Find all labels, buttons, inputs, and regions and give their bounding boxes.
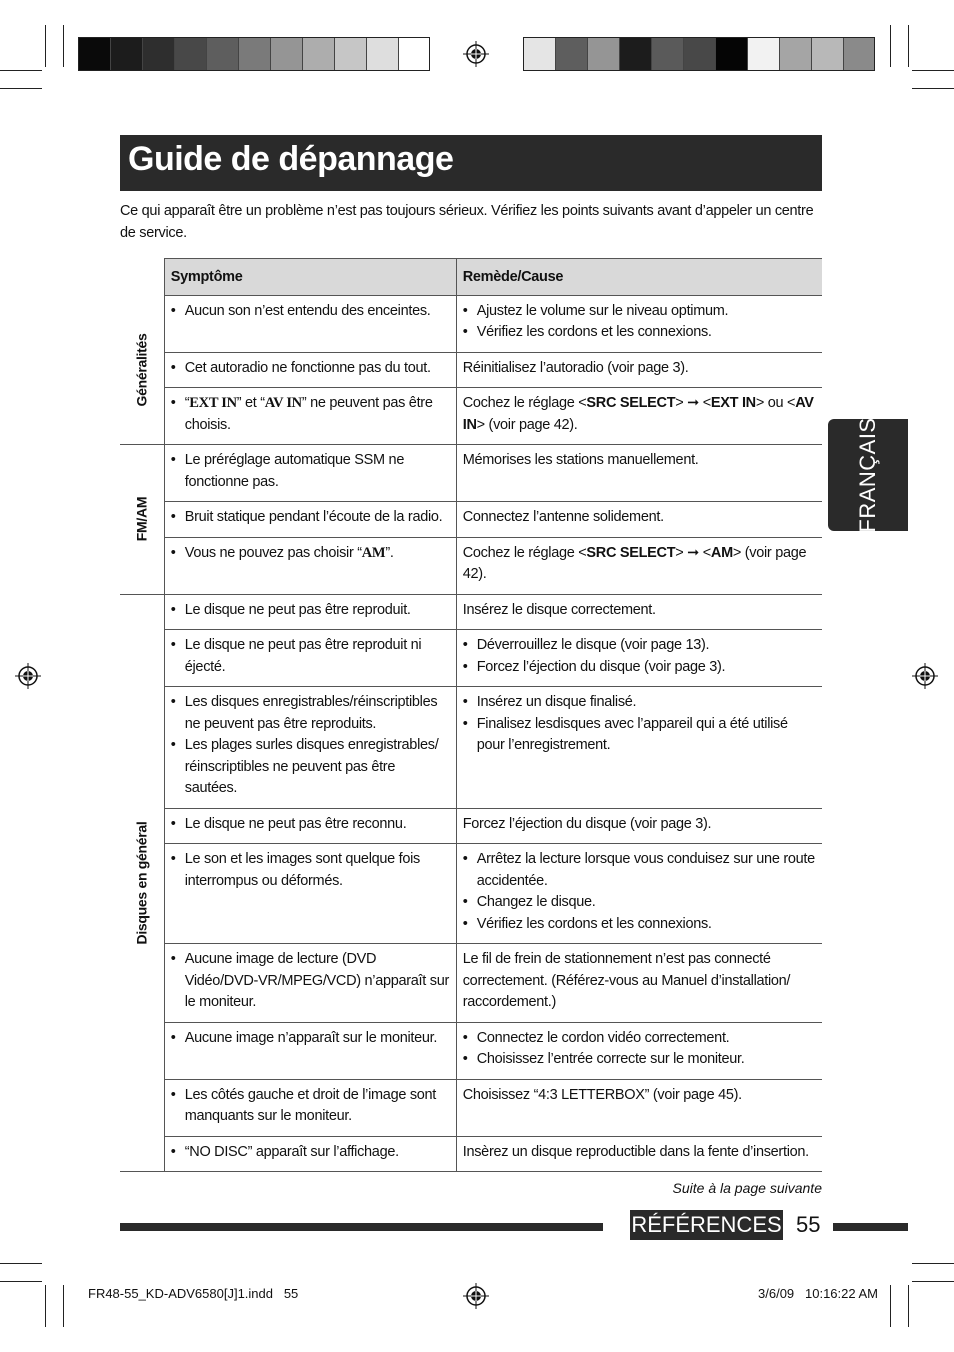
page-title: Guide de dépannage bbox=[128, 140, 454, 178]
remedy-cell bbox=[456, 1022, 822, 1079]
language-tab-label: FRANÇAIS bbox=[855, 417, 880, 533]
registration-mark-icon bbox=[15, 663, 41, 689]
remedy-text: • Forcez l’éjection du disque (voir page 3). bbox=[463, 657, 816, 679]
symptom-cell bbox=[164, 594, 456, 630]
table-row bbox=[120, 630, 822, 687]
symptom-text: • Le son et les images sont quelque fois interrompus ou déformés. bbox=[171, 849, 450, 892]
crop-mark bbox=[912, 88, 954, 89]
table-row bbox=[120, 295, 822, 352]
symptom-text: • Vous ne pouvez pas choisir “AM”. bbox=[171, 543, 450, 565]
symptom-cell bbox=[164, 1022, 456, 1079]
symptom-text: • Aucune image de lecture (DVD Vidéo/DVD-VR/MPEG/VCD) n’apparaît sur le moniteur. bbox=[171, 949, 450, 1014]
slug-file: FR48-55_KD-ADV6580[J]1.indd 55 bbox=[88, 1286, 299, 1301]
crop-mark bbox=[45, 1285, 46, 1327]
symptom-text: • Cet autoradio ne fonctionne pas du tout. bbox=[171, 358, 450, 380]
language-tab bbox=[828, 419, 908, 531]
footer-rule-left bbox=[120, 1223, 603, 1231]
remedy-text: • Finalisez lesdisques avec l’appareil qui a été utilisé pour l’enregistrement. bbox=[463, 714, 816, 757]
symptom-text: • Les côtés gauche et droit de l’image sont manquants sur le moniteur. bbox=[171, 1085, 450, 1128]
table-row bbox=[120, 1079, 822, 1136]
crop-mark bbox=[0, 1281, 42, 1282]
remedy-text: Insérez le disque correctement. bbox=[462, 601, 656, 618]
category-fmam bbox=[120, 445, 164, 595]
table-row bbox=[120, 352, 822, 388]
symptom-text: • Aucune image n’apparaît sur le moniteur. bbox=[171, 1028, 450, 1050]
registration-mark-icon bbox=[463, 1283, 489, 1309]
remedy-text: • Déverrouillez le disque (voir page 13). bbox=[463, 635, 816, 657]
category-label: Généralités bbox=[133, 333, 150, 406]
remedy-text: • Ajustez le volume sur le niveau optimum. bbox=[463, 301, 816, 323]
remedy-cell bbox=[456, 352, 822, 388]
color-bar-right bbox=[523, 37, 875, 71]
remedy-cell bbox=[456, 1136, 822, 1172]
header-symptom: Symptôme bbox=[164, 259, 456, 296]
registration-mark-icon bbox=[912, 663, 938, 689]
symptom-text: • “NO DISC” apparaît sur l’affichage. bbox=[171, 1142, 450, 1164]
table-row bbox=[120, 1136, 822, 1172]
table-row bbox=[120, 388, 822, 445]
remedy-text: Mémorises les stations manuellement. bbox=[462, 452, 699, 468]
remedy-cell: Cochez le réglage <SRC SELECT> ➞ <EXT IN> ou <AV IN> (voir page 42). bbox=[456, 388, 822, 445]
symptom-cell bbox=[164, 1136, 456, 1172]
crop-mark bbox=[890, 25, 891, 67]
table-row bbox=[120, 844, 822, 944]
remedy-cell bbox=[456, 944, 822, 1023]
remedy-cell bbox=[456, 502, 822, 538]
troubleshooting-table bbox=[120, 258, 822, 1172]
crop-mark bbox=[912, 70, 954, 71]
symptom-text: • “EXT IN” et “AV IN” ne peuvent pas être choisis. bbox=[171, 393, 450, 436]
page-title-bar bbox=[120, 135, 822, 191]
registration-mark-icon bbox=[463, 41, 489, 67]
remedy-text: • Insérez un disque finalisé. bbox=[463, 692, 816, 714]
crop-mark bbox=[0, 70, 42, 71]
crop-mark bbox=[0, 88, 42, 89]
remedy-text: • Choisissez l’entrée correcte sur le moniteur. bbox=[463, 1049, 816, 1071]
header-blank bbox=[120, 259, 164, 296]
remedy-cell bbox=[456, 808, 822, 844]
symptom-text: • Le disque ne peut pas être reproduit. bbox=[171, 600, 450, 622]
symptom-text: • Le disque ne peut pas être reproduit ni éjecté. bbox=[171, 635, 450, 678]
remedy-cell: Cochez le réglage <SRC SELECT> ➞ <AM> (voir page 42). bbox=[456, 537, 822, 594]
symptom-cell bbox=[164, 808, 456, 844]
color-bar-left bbox=[78, 37, 430, 71]
symptom-text: • Les plages surles disques enregistrables/ réinscriptibles ne peuvent pas être sautées. bbox=[171, 735, 450, 800]
crop-mark bbox=[890, 1285, 891, 1327]
remedy-cell bbox=[456, 594, 822, 630]
remedy-text: Le fil de frein de stationnement n’est pas connecté correctement. (Référez-vous au Manuel d’installation/ raccordement.) bbox=[462, 951, 791, 1010]
display-text-av-in: AV IN bbox=[264, 395, 302, 411]
remedy-text: Réinitialisez l’autoradio (voir page 3). bbox=[462, 359, 689, 376]
table-row bbox=[120, 1022, 822, 1079]
symptom-text: • Bruit statique pendant l’écoute de la radio. bbox=[171, 507, 450, 529]
table-row bbox=[120, 445, 822, 502]
remedy-text: • Vérifiez les cordons et les connexions. bbox=[463, 914, 816, 936]
crop-mark bbox=[908, 25, 909, 67]
table-header-row bbox=[120, 259, 822, 296]
remedy-text: Forcez l’éjection du disque (voir page 3). bbox=[462, 815, 712, 832]
crop-mark bbox=[0, 1263, 42, 1264]
category-label: FM/AM bbox=[133, 497, 150, 542]
crop-mark bbox=[45, 25, 46, 67]
symptom-text: • Les disques enregistrables/réinscriptibles ne peuvent pas être reproduits. bbox=[171, 692, 450, 735]
remedy-cell bbox=[456, 1079, 822, 1136]
symptom-text: • Le préréglage automatique SSM ne fonctionne pas. bbox=[171, 450, 450, 493]
table-row bbox=[120, 808, 822, 844]
symptom-text: • Le disque ne peut pas être reconnu. bbox=[171, 814, 450, 836]
remedy-text: Connectez l’antenne solidement. bbox=[462, 509, 664, 525]
symptom-cell bbox=[164, 445, 456, 502]
crop-mark bbox=[63, 1285, 64, 1327]
slug-date: 3/6/09 10:16:22 AM bbox=[758, 1286, 878, 1301]
remedy-cell bbox=[456, 630, 822, 687]
symptom-text: • Aucun son n’est entendu des enceintes. bbox=[171, 301, 450, 323]
remedy-text: • Vérifiez les cordons et les connexions. bbox=[463, 322, 816, 344]
remedy-cell bbox=[456, 687, 822, 809]
page-number: 55 bbox=[796, 1212, 821, 1237]
symptom-cell bbox=[164, 944, 456, 1023]
symptom-cell bbox=[164, 1079, 456, 1136]
table-row bbox=[120, 687, 822, 809]
symptom-cell bbox=[164, 388, 456, 445]
crop-mark bbox=[912, 1263, 954, 1264]
intro-text: Ce qui apparaît être un problème n’est pas toujours sérieux. Vérifiez les points suivants avant d’appeler un centre de service. bbox=[120, 203, 814, 241]
remedy-text: Insèrez un disque reproductible dans la fente d’insertion. bbox=[462, 1143, 809, 1160]
symptom-cell bbox=[164, 537, 456, 594]
display-text-ext-in: EXT IN bbox=[189, 395, 237, 411]
category-discs bbox=[120, 594, 164, 1172]
table-row bbox=[120, 944, 822, 1023]
table-row bbox=[120, 502, 822, 538]
remedy-text: • Connectez le cordon vidéo correctement. bbox=[463, 1028, 816, 1050]
table-row bbox=[120, 594, 822, 630]
table-row bbox=[120, 537, 822, 594]
symptom-cell bbox=[164, 295, 456, 352]
symptom-cell bbox=[164, 630, 456, 687]
category-label: Disques en général bbox=[133, 821, 150, 945]
display-text-am: AM bbox=[361, 544, 386, 561]
symptom-cell bbox=[164, 352, 456, 388]
remedy-text: • Changez le disque. bbox=[463, 892, 816, 914]
header-remedy: Remède/Cause bbox=[456, 259, 822, 296]
remedy-cell bbox=[456, 844, 822, 944]
crop-mark bbox=[912, 1281, 954, 1282]
crop-mark bbox=[63, 25, 64, 67]
remedy-text: Choisissez “4:3 LETTERBOX” (voir page 45). bbox=[462, 1086, 742, 1103]
symptom-cell bbox=[164, 844, 456, 944]
crop-mark bbox=[908, 1285, 909, 1327]
category-general bbox=[120, 295, 164, 445]
symptom-cell bbox=[164, 687, 456, 809]
remedy-cell bbox=[456, 295, 822, 352]
continued-note: Suite à la page suivante bbox=[672, 1180, 822, 1196]
symptom-cell bbox=[164, 502, 456, 538]
remedy-cell bbox=[456, 445, 822, 502]
remedy-text: • Arrêtez la lecture lorsque vous conduisez sur une route accidentée. bbox=[463, 849, 816, 892]
footer-rule-right bbox=[833, 1223, 908, 1231]
section-label: RÉFÉRENCES bbox=[630, 1210, 783, 1240]
